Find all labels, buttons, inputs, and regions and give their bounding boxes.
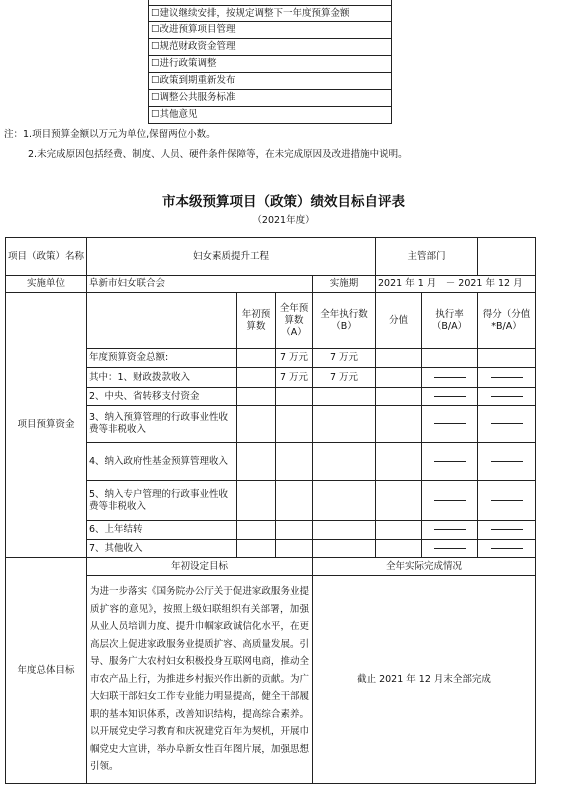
cell-exec: 7 万元	[313, 368, 376, 388]
cell-full	[276, 443, 313, 481]
project-name-label: 项目（政策）名称	[6, 238, 87, 276]
dept-value	[478, 238, 536, 276]
cell-get	[478, 349, 536, 368]
period-value: 2021 年 1 月 － 2021 年 12 月	[376, 276, 536, 293]
cell-full	[276, 521, 313, 540]
page-title: 市本级预算项目（政策）绩效目标自评表	[162, 194, 405, 210]
option-item[interactable]: ☐政策到期重新发布	[148, 73, 392, 90]
option-item[interactable]: ☐调整公共服务标准	[148, 90, 392, 107]
dash-mark	[434, 529, 466, 530]
project-name-value: 妇女素质提升工程	[87, 238, 376, 276]
col-execution: 全年执行数（B）	[313, 293, 376, 349]
cell-get	[478, 481, 536, 521]
cell-exec	[313, 443, 376, 481]
cell-full	[276, 406, 313, 443]
option-item[interactable]: ☐规范财政资金管理	[148, 39, 392, 56]
dash-mark	[434, 377, 466, 378]
row-label: 其中：1、财政拨款收入	[87, 368, 237, 388]
cell-initial	[237, 388, 276, 406]
col-initial-budget: 年初预算数	[237, 293, 276, 349]
col-full-budget: 全年预算数（A）	[276, 293, 313, 349]
cell-score	[376, 368, 422, 388]
cell-exec: 7 万元	[313, 349, 376, 368]
cell-score	[376, 406, 422, 443]
cell-get	[478, 521, 536, 540]
cell-initial	[237, 521, 276, 540]
option-item[interactable]: ☐建议继续安排，按规定调整下一年度预算金额	[148, 5, 392, 22]
cell-rate	[422, 481, 478, 521]
cell-rate	[422, 540, 478, 558]
cell-get	[478, 540, 536, 558]
cell-score	[376, 443, 422, 481]
cell-rate	[422, 443, 478, 481]
cell-get	[478, 388, 536, 406]
dash-mark	[491, 548, 523, 549]
cell-initial	[237, 349, 276, 368]
cell-score	[376, 349, 422, 368]
cell-exec	[313, 521, 376, 540]
row-label: 6、上年结转	[87, 521, 237, 540]
cell-initial	[237, 368, 276, 388]
cell-exec	[313, 388, 376, 406]
dash-mark	[434, 396, 466, 397]
cell-full	[276, 388, 313, 406]
budget-section-label: 项目预算资金	[6, 293, 87, 558]
cell-get	[478, 443, 536, 481]
col-exec-rate: 执行率（B/A）	[422, 293, 478, 349]
dash-mark	[434, 500, 466, 501]
row-label: 3、纳入预算管理的行政事业性收费等非税收入	[87, 406, 237, 443]
goals-set-text: 为进一步落实《国务院办公厅关于促进家政服务业提质扩容的意见》，按照上级妇联组织有关部署，加强从业人员培训力度、提升巾帼家政诚信化水平，在更高层次上促进家政服务业提质扩容、高质量发展。引导、服务广大农村妇女积极投身互联网电商，推动全市农产品上行，为推进乡村振兴作出新的贡献。为广大妇联干部妇女工作专业能力明显提高，健全干部履职的基本知识体系，改善知识结构，提高综合素养。以开展党史学习教育和庆祝建党百年为契机，开展巾帼党史大宣讲，举办阜新女性百年图片展，加强思想引领。	[87, 576, 313, 784]
cell-initial	[237, 481, 276, 521]
dash-mark	[434, 548, 466, 549]
cell-exec	[313, 540, 376, 558]
row-label: 7、其他收入	[87, 540, 237, 558]
page-subtitle: （2021年度）	[252, 215, 315, 226]
dash-mark	[434, 423, 466, 424]
evaluation-table	[5, 237, 536, 784]
cell-rate	[422, 349, 478, 368]
cell-score	[376, 481, 422, 521]
unit-label: 实施单位	[6, 276, 87, 293]
dash-mark	[491, 396, 523, 397]
cell-score	[376, 521, 422, 540]
cell-rate	[422, 406, 478, 443]
row-label: 5、纳入专户管理的行政事业性收费等非税收入	[87, 481, 237, 521]
cell-score	[376, 540, 422, 558]
period-label: 实施期	[313, 276, 376, 293]
cell-full: 7 万元	[276, 349, 313, 368]
option-item[interactable]: ☐进行政策调整	[148, 56, 392, 73]
note-1: 注：1.项目预算金额以万元为单位,保留两位小数。	[4, 129, 216, 140]
dash-mark	[491, 377, 523, 378]
option-item[interactable]: ☐改进预算项目管理	[148, 22, 392, 39]
note-2: 2.未完成原因包括经费、制度、人员、硬件条件保障等，在未完成原因及改进措施中说明。	[28, 149, 408, 160]
cell-rate	[422, 388, 478, 406]
cell-exec	[313, 481, 376, 521]
cell-initial	[237, 406, 276, 443]
cell-score	[376, 388, 422, 406]
dash-mark	[491, 461, 523, 462]
row-label: 4、纳入政府性基金预算管理收入	[87, 443, 237, 481]
dash-mark	[434, 461, 466, 462]
cell-rate	[422, 521, 478, 540]
goals-actual-header: 全年实际完成情况	[313, 558, 536, 576]
row-label: 年度预算资金总额:	[87, 349, 237, 368]
option-item[interactable]: ☐其他意见	[148, 107, 392, 124]
cell-get	[478, 406, 536, 443]
dash-mark	[491, 423, 523, 424]
option-list-frame	[148, 0, 392, 6]
cell-get	[478, 368, 536, 388]
goals-actual-text: 截止 2021 年 12 月末全部完成	[313, 576, 536, 784]
dash-mark	[491, 529, 523, 530]
dash-mark	[491, 500, 523, 501]
dept-label: 主管部门	[376, 238, 478, 276]
cell-initial	[237, 443, 276, 481]
cell-exec	[313, 406, 376, 443]
col-score: 分值	[376, 293, 422, 349]
goals-set-header: 年初设定目标	[87, 558, 313, 576]
cell-rate	[422, 368, 478, 388]
cell-full	[276, 540, 313, 558]
cell-full: 7 万元	[276, 368, 313, 388]
row-label: 2、中央、省转移支付资金	[87, 388, 237, 406]
cell-full	[276, 481, 313, 521]
cell-initial	[237, 540, 276, 558]
unit-value: 阜新市妇女联合会	[87, 276, 313, 293]
budget-header-blank	[87, 293, 237, 349]
goals-section-label: 年度总体目标	[6, 558, 87, 784]
col-got-score: 得分（分值*B/A）	[478, 293, 536, 349]
